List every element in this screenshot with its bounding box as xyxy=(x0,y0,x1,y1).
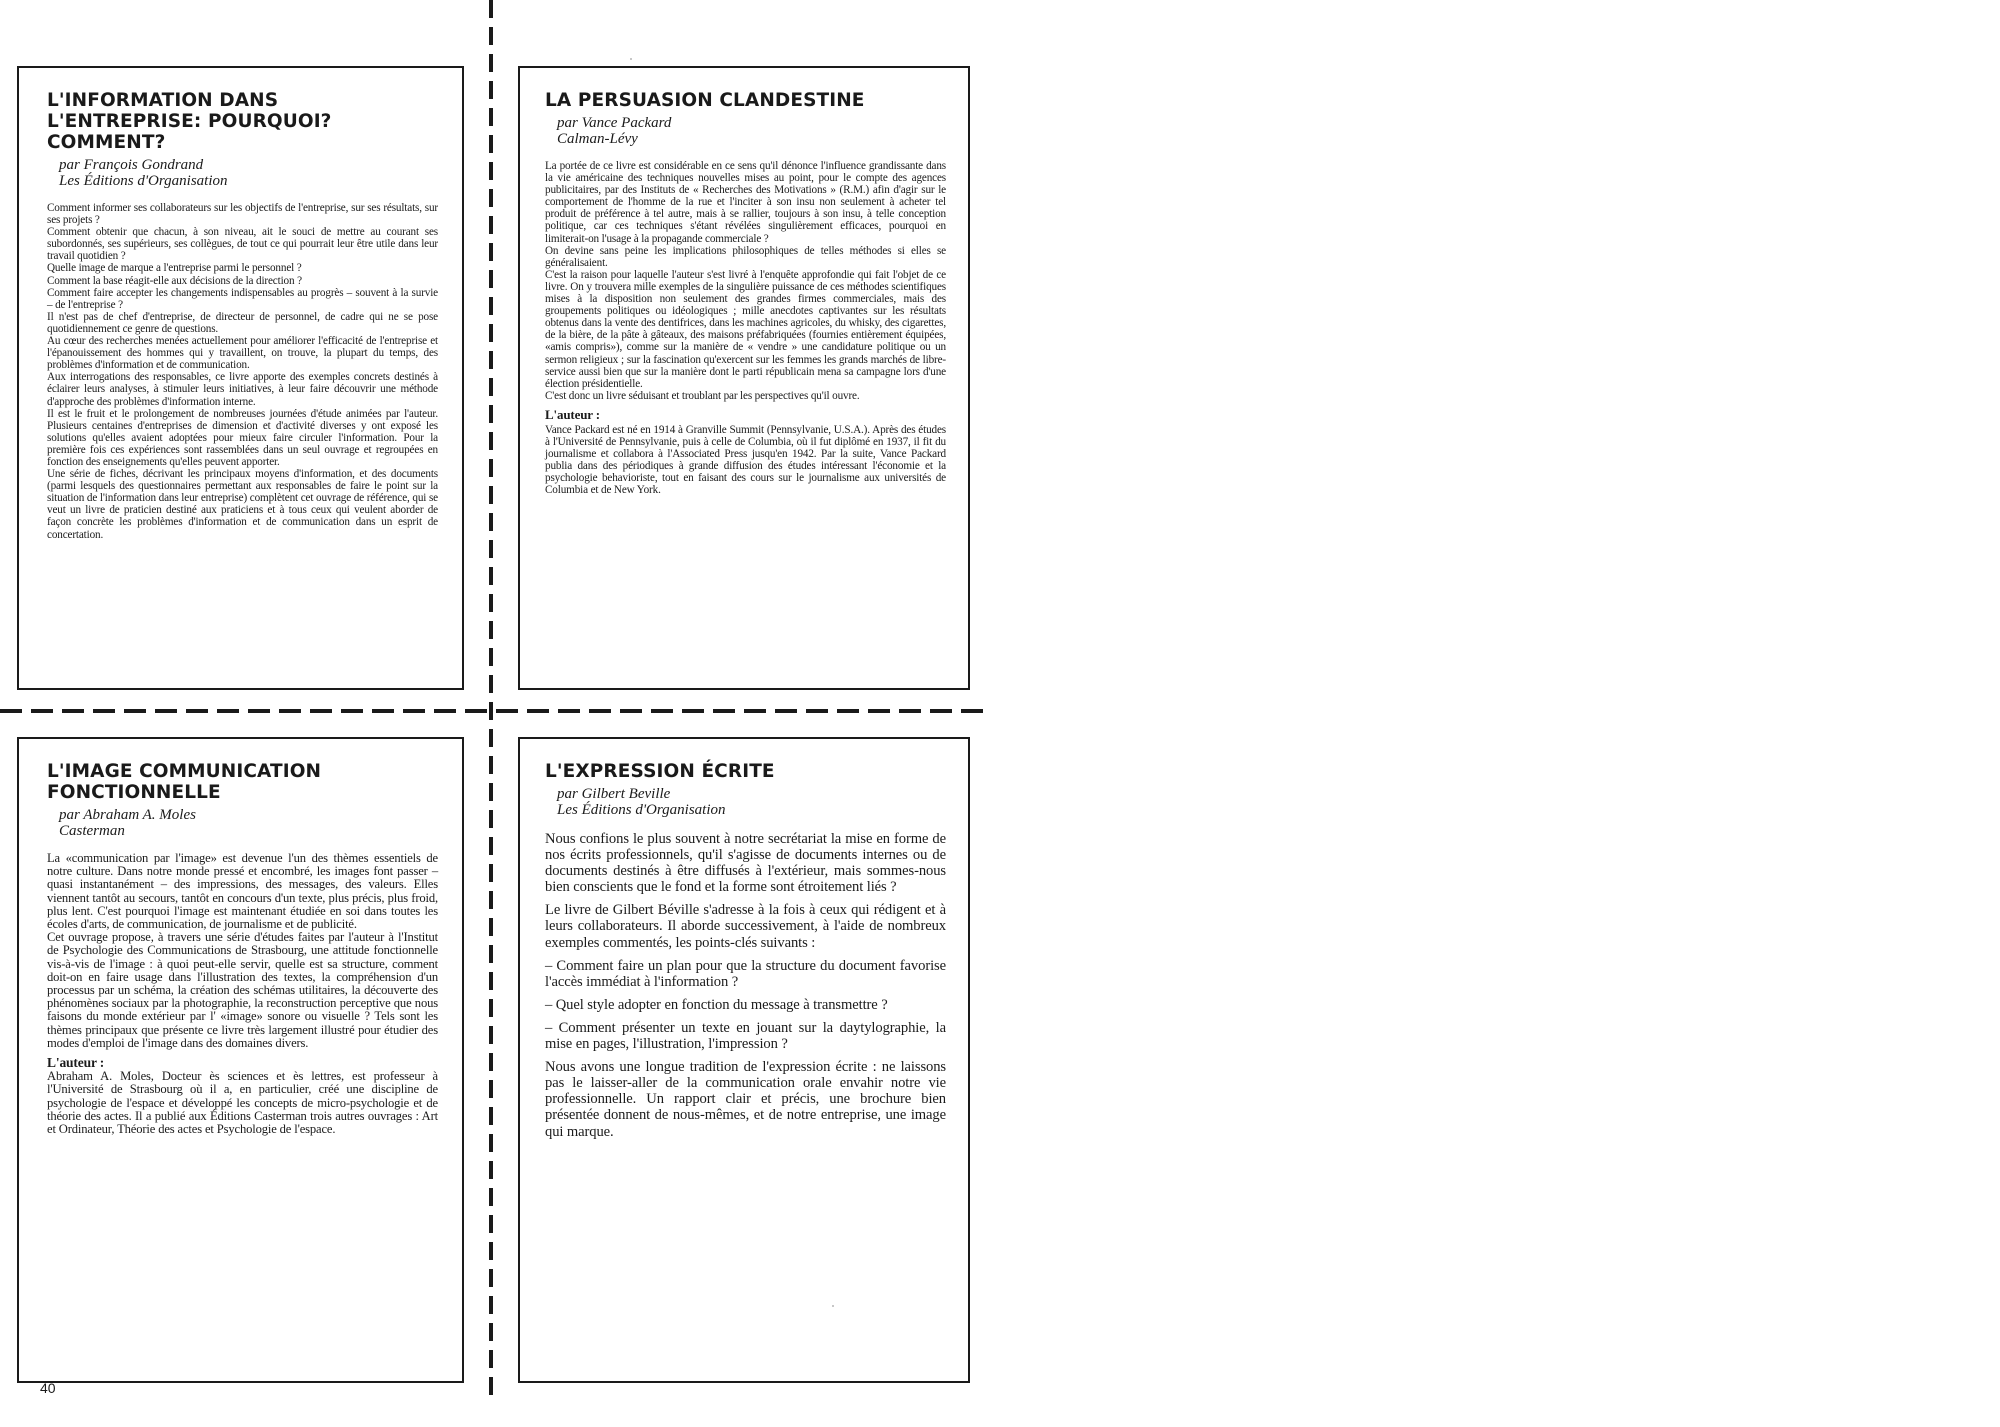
review-byline xyxy=(59,807,438,839)
review-author: par Gilbert Beville xyxy=(557,786,671,802)
review-paragraph: Nous avons une longue tradition de l'expression écrite : ne laissons pas le laisser-aller de la communication orale envahir notre vie professionnelle. Un rapport clair et précis, une brochure bien présentée donnent de nous-mêmes, et de notre entreprise, une image qui marque. xyxy=(545,1059,946,1140)
review-paragraph: Au cœur des recherches menées actuellement pour améliorer l'efficacité de l'entreprise et l'épanouissement des hommes qui y travaillent, on trouve, la plupart du temps, des problèmes d'information et de communication. xyxy=(47,335,438,372)
review-byline xyxy=(59,157,438,189)
review-paragraph: Nous confions le plus souvent à notre secrétariat la mise en forme de nos écrits professionnels, qu'il s'agisse de documents internes ou de documents destinés à être diffusés à l'extérieur, mais sommes-nous bien conscients que le fond et la forme sont étroitement liés ? xyxy=(545,831,946,896)
review-byline xyxy=(557,786,946,818)
review-paragraph: La «communication par l'image» est devenue l'un des thèmes essentiels de notre culture. Dans notre monde pressé et encombré, les images font passer – quasi instantanément – des impressions, des messages, des valeurs. Elles viennent tantôt au secours, tantôt en concours d'un texte, plus précis, plus froid, plus lent. C'est pourquoi l'image est maintenant étudiée en soi dans toutes les écoles d'arts, de communication, de journalisme et de publicité. xyxy=(47,851,438,932)
review-paragraph: Comment informer ses collaborateurs sur les objectifs de l'entreprise, sur ses résultats, sur ses projets ? xyxy=(47,202,438,227)
review-author: par Abraham A. Moles xyxy=(59,807,196,823)
horizontal-dashed-divider xyxy=(0,709,985,713)
review-box-image-communication xyxy=(17,737,464,1383)
review-title: L'INFORMATION DANS L'ENTREPRISE: POURQUOI? COMMENT? xyxy=(47,90,332,153)
review-paragraph: La portée de ce livre est considérable en ce sens qu'il dénonce l'influence grandissante dans la vie américaine des techniques nouvelles mises au point, pour le compte des agences publicitaires, par des Instituts de « Recherches des Motivations » (R.M.) afin d'agir sur le comportement de l'homme de la rue et l'inciter à son insu non seulement à acheter tel produit de préférence à tel autre, mais à se rallier, toujours à son insu, à telle conception politique, car ces techniques s'étant révélées singulièrement efficaces, pourquoi en limiterait-on l'usage à la propagande commerciale ? xyxy=(545,160,946,245)
review-paragraph: Il n'est pas de chef d'entreprise, de directeur de personnel, de cadre qui ne se pose quotidiennement ce genre de questions. xyxy=(47,310,438,335)
author-bio: Vance Packard est né en 1914 à Granville Summit (Pennsylvanie, U.S.A.). Après des études à l'Université de Pennsylvanie, puis à celle de Columbia, où il fut diplômé en 1937, il fit du journalisme et collabora à l'Associated Press jusqu'en 1942. Par la suite, Vance Packard publia dans des périodiques à grande diffusion des études intéressant l'économie et la psychologie behavioriste, tout en faisant des cours sur le journalisme aux universités de Columbia et de New York. xyxy=(545,423,946,497)
print-speck xyxy=(832,1305,834,1307)
print-speck xyxy=(630,58,632,60)
author-section-heading: L'auteur : xyxy=(47,1055,105,1071)
review-publisher: Calman-Lévy xyxy=(557,131,638,147)
review-paragraph: Cet ouvrage propose, à travers une série d'études faites par l'auteur à l'Institut de Psychologie des Communications de Strasbourg, une attitude fonctionnelle vis-à-vis de l'image : à quoi peut-elle servir, quelle est sa structure, comment doit-on en faire usage dans l'illustration des textes, la compréhension d'un processus par un schéma, la création des schémas utilitaires, la découverte des phénomènes sociaux par la photographie, la reconstruction perceptive que nous faisons du monde extérieur par l' «image» sonore ou visuelle ? Tels sont les thèmes principaux que présente ce livre très largement illustré pour étudier des modes d'emploi de l'image dans des domaines divers. xyxy=(47,930,438,1050)
review-paragraph: On devine sans peine les implications philosophiques de telles méthodes si elles se généralisaient. xyxy=(545,244,946,269)
review-paragraph: Aux interrogations des responsables, ce livre apporte des exemples concrets destinés à éclairer leurs analyses, à stimuler leurs initiatives, à leur faire découvrir une méthode d'approche des problèmes d'information interne. xyxy=(47,371,438,408)
review-paragraph: Comment la base réagit-elle aux décisions de la direction ? xyxy=(47,274,302,287)
review-paragraph: C'est donc un livre séduisant et troublant par les perspectives qu'il ouvre. xyxy=(545,389,860,402)
review-paragraph: Comment faire accepter les changements indispensables au progrès – souvent à la survie – de l'entreprise ? xyxy=(47,286,438,311)
author-section-heading: L'auteur : xyxy=(545,406,600,422)
review-paragraph: Comment obtenir que chacun, à son niveau, ait le souci de mettre au courant ses subordonnés, ses supérieurs, ses collègues, de tout ce qui pourrait leur être utile dans leur travail quotidien ? xyxy=(47,226,438,263)
review-publisher: Casterman xyxy=(59,823,125,839)
review-paragraph: Quelle image de marque a l'entreprise parmi le personnel ? xyxy=(47,262,302,275)
review-author: par François Gondrand xyxy=(59,157,204,173)
review-byline xyxy=(557,115,946,147)
review-publisher: Les Éditions d'Organisation xyxy=(557,802,726,818)
review-body xyxy=(545,831,946,1140)
review-author: par Vance Packard xyxy=(557,115,672,131)
review-paragraph: – Comment faire un plan pour que la structure du document favorise l'accès immédiat à l'information ? xyxy=(545,957,946,990)
review-paragraph: Une série de fiches, décrivant les principaux moyens d'information, et des documents (parmi lesquels des questionnaires permettant aux responsables de faire le point sur la situation de l'information dans leur entreprise) complètent cet ouvrage de référence, qui se veut un livre de praticien destiné aux praticiens et à tous ceux qui veulent aborder de façon concrète les problèmes d'information et de communication dans un esprit de concertation. xyxy=(47,468,438,541)
review-body xyxy=(545,160,946,497)
author-bio: Abraham A. Moles, Docteur ès sciences et ès lettres, est professeur à l'Université de Strasbourg où il a, en particulier, créé une discipline de psychologie de l'espace et développé les concepts de micro-psychologie et de théorie des actes. Il a publié aux Éditions Casterman trois autres ouvrages : Art et Ordinateur, Théorie des actes et Psychologie de l'espace. xyxy=(47,1069,438,1137)
review-title: L'EXPRESSION ÉCRITE xyxy=(545,761,775,782)
review-paragraph: C'est la raison pour laquelle l'auteur s'est livré à l'enquête approfondie qui fait l'objet de ce livre. On y trouvera mille exemples de la singulière puissance de ces méthodes scientifiques mises à la disposition non seulement des grandes firmes commerciales, mais des groupements politiques ou idéologiques ; mille anecdotes captivantes sur les résultats obtenus dans la vente des dentifrices, dans les machines agricoles, du whisky, des cigarettes, de la bière, de la pâte à gâteaux, des maisons préfabriquées (fournies entièrement équipées, «amis compris»), comme sur la manière de « vendre » une candidature politique ou un sermon religieux ; sur la fascination qu'exercent sur les femmes les grands marchés de libre-service aussi bien que sur la manière dont le parti républicain mena sa campagne lors d'une élection présidentielle. xyxy=(545,268,946,390)
review-paragraph: Le livre de Gilbert Béville s'adresse à la fois à ceux qui rédigent et à leurs collaborateurs. Il aborde successivement, à l'aide de nombreux exemples commentés, les points-clés suivants : xyxy=(545,902,946,951)
review-paragraph: Il est le fruit et le prolongement de nombreuses journées d'étude animées par l'auteur. Plusieurs centaines d'entreprises de dimension et d'activité diverses y ont exposé les solutions qu'elles avaient adoptées pour mieux faire circuler l'information. Pour la première fois ces expériences sont rassemblées dans un seul ouvrage et regroupées en fonction des enseignements qu'elles peuvent apporter. xyxy=(47,407,438,468)
vertical-dashed-divider xyxy=(489,0,493,1400)
review-title: L'IMAGE COMMUNICATION FONCTIONNELLE xyxy=(47,761,322,803)
review-paragraph: – Quel style adopter en fonction du message à transmettre ? xyxy=(545,996,888,1013)
review-box-expression-ecrite xyxy=(518,737,970,1383)
page-number: 40 xyxy=(40,1380,56,1396)
review-box-persuasion-clandestine xyxy=(518,66,970,690)
review-body xyxy=(47,852,438,1136)
review-title: LA PERSUASION CLANDESTINE xyxy=(545,90,865,111)
review-body xyxy=(47,202,438,541)
review-publisher: Les Éditions d'Organisation xyxy=(59,173,228,189)
review-box-information-entreprise xyxy=(17,66,464,690)
review-paragraph: – Comment présenter un texte en jouant sur la daytylographie, la mise en pages, l'illustration, l'impression ? xyxy=(545,1019,946,1053)
